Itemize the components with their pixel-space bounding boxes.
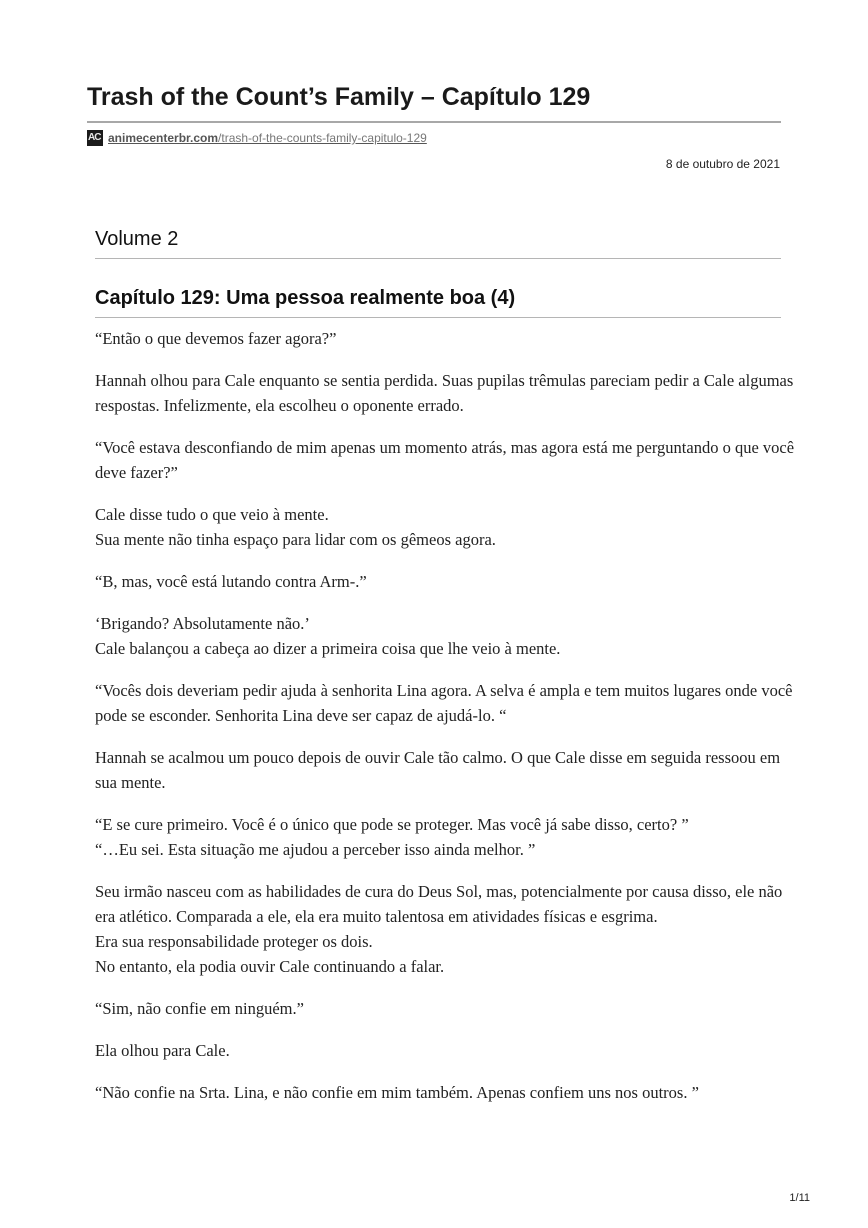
paragraph [95, 435, 795, 485]
paragraph [95, 812, 795, 862]
chapter-divider [95, 317, 781, 318]
paragraph-line: “Não confie na Srta. Lina, e não confie em mim também. Apenas confiem uns nos outros. ” [95, 1083, 699, 1102]
paragraph [95, 569, 795, 594]
paragraph [95, 502, 795, 552]
paragraph-line: Seu irmão nasceu com as habilidades de cura do Deus Sol, mas, potencialmente por causa disso, ele não era atlético. Comparada a ele, ela era muito talentosa em atividades físicas e esgrima. [95, 882, 783, 926]
paragraph-line: “Então o que devemos fazer agora?” [95, 329, 337, 348]
source-domain: animecenterbr.com [108, 131, 219, 145]
publish-date: 8 de outubro de 2021 [665, 157, 780, 171]
paragraph [95, 1080, 795, 1105]
volume-divider [95, 258, 781, 259]
source-path: /trash-of-the-counts-family-capitulo-129 [218, 131, 427, 145]
paragraph-line: Ela olhou para Cale. [95, 1041, 230, 1060]
title-divider [87, 121, 781, 123]
paragraph-line: “Sim, não confie em ninguém.” [95, 999, 304, 1018]
paragraph-line: “Vocês dois deveriam pedir ajuda à senhorita Lina agora. A selva é ampla e tem muitos lugares onde você pode se esconder. Senhorita Lina deve ser capaz de ajudá-lo. “ [95, 681, 793, 725]
paragraph [95, 678, 795, 728]
paragraph-line: Hannah se acalmou um pouco depois de ouvir Cale tão calmo. O que Cale disse em seguida ressoou em sua mente. [95, 748, 781, 792]
paragraph [95, 611, 795, 661]
paragraph [95, 1038, 795, 1063]
chapter-heading: Capítulo 129: Uma pessoa realmente boa (4) [95, 287, 516, 309]
paragraph [95, 996, 795, 1021]
paragraph-line: Sua mente não tinha espaço para lidar com os gêmeos agora. [95, 530, 496, 549]
source-row [87, 129, 427, 147]
paragraph [95, 745, 795, 795]
site-logo-text: AC [88, 132, 101, 143]
paragraph-line: “B, mas, você está lutando contra Arm-.” [95, 572, 367, 591]
paragraph [95, 326, 795, 351]
paragraph-line: Era sua responsabilidade proteger os dois. [95, 932, 373, 951]
paragraph-line: “…Eu sei. Esta situação me ajudou a perceber isso ainda melhor. ” [95, 840, 536, 859]
site-logo-icon [87, 130, 103, 146]
page-number: 1/11 [789, 1192, 810, 1204]
paragraph-line: “E se cure primeiro. Você é o único que pode se proteger. Mas você já sabe disso, certo? ” [95, 815, 689, 834]
source-link[interactable] [108, 131, 427, 145]
volume-heading: Volume 2 [95, 228, 179, 250]
paragraph-line: Cale balançou a cabeça ao dizer a primeira coisa que lhe veio à mente. [95, 639, 561, 658]
paragraph-line: “Você estava desconfiando de mim apenas um momento atrás, mas agora está me perguntando o que você deve fazer?” [95, 438, 795, 482]
page-title: Trash of the Count’s Family – Capítulo 129 [87, 83, 591, 111]
paragraph-line: Hannah olhou para Cale enquanto se sentia perdida. Suas pupilas trêmulas pareciam pedir a Cale algumas respostas. Infelizmente, ela escolheu o oponente errado. [95, 371, 794, 415]
paragraph-line: ‘Brigando? Absolutamente não.’ [95, 614, 310, 633]
paragraph-line: Cale disse tudo o que veio à mente. [95, 505, 329, 524]
paragraph [95, 368, 795, 418]
paragraph-line: No entanto, ela podia ouvir Cale continuando a falar. [95, 957, 445, 976]
article-body [95, 326, 795, 1122]
paragraph [95, 879, 795, 979]
